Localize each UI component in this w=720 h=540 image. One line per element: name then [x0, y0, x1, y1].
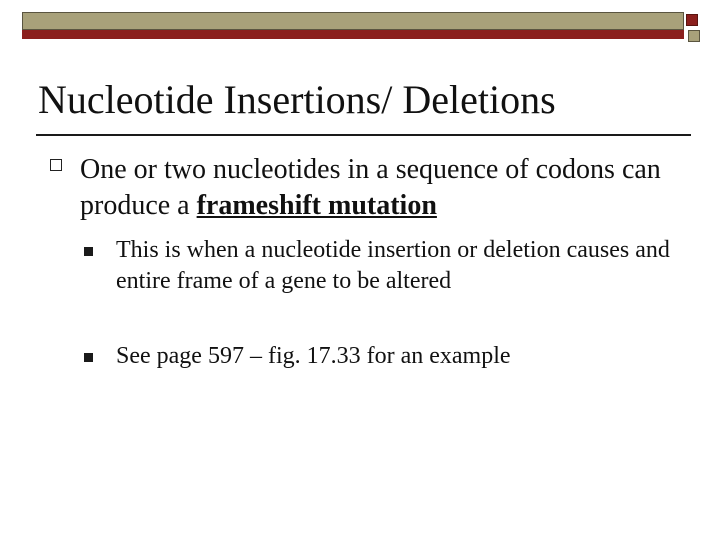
main-bullet-text [80, 152, 680, 224]
hollow-square-bullet-icon [50, 159, 62, 171]
sub-bullet-text: This is when a nucleotide insertion or deletion causes and entire frame of a gene to be altered [116, 237, 670, 294]
main-bullet-text-plain: One or two nucleotides in a sequence of codons can produce a [80, 154, 661, 221]
main-bullet-emphasis: frameshift mutation [196, 190, 437, 221]
corner-decoration-red-square [686, 14, 698, 26]
title-divider [36, 134, 691, 136]
filled-square-bullet-icon [84, 247, 93, 256]
header-decoration-olive-band [22, 12, 684, 30]
sub-bullet-text: See page 597 – fig. 17.33 for an example [116, 343, 511, 369]
slide-title: Nucleotide Insertions/ Deletions [38, 77, 556, 122]
header-decoration-bar [22, 12, 684, 39]
filled-square-bullet-icon [84, 353, 93, 362]
corner-decoration-olive-square [688, 30, 700, 42]
